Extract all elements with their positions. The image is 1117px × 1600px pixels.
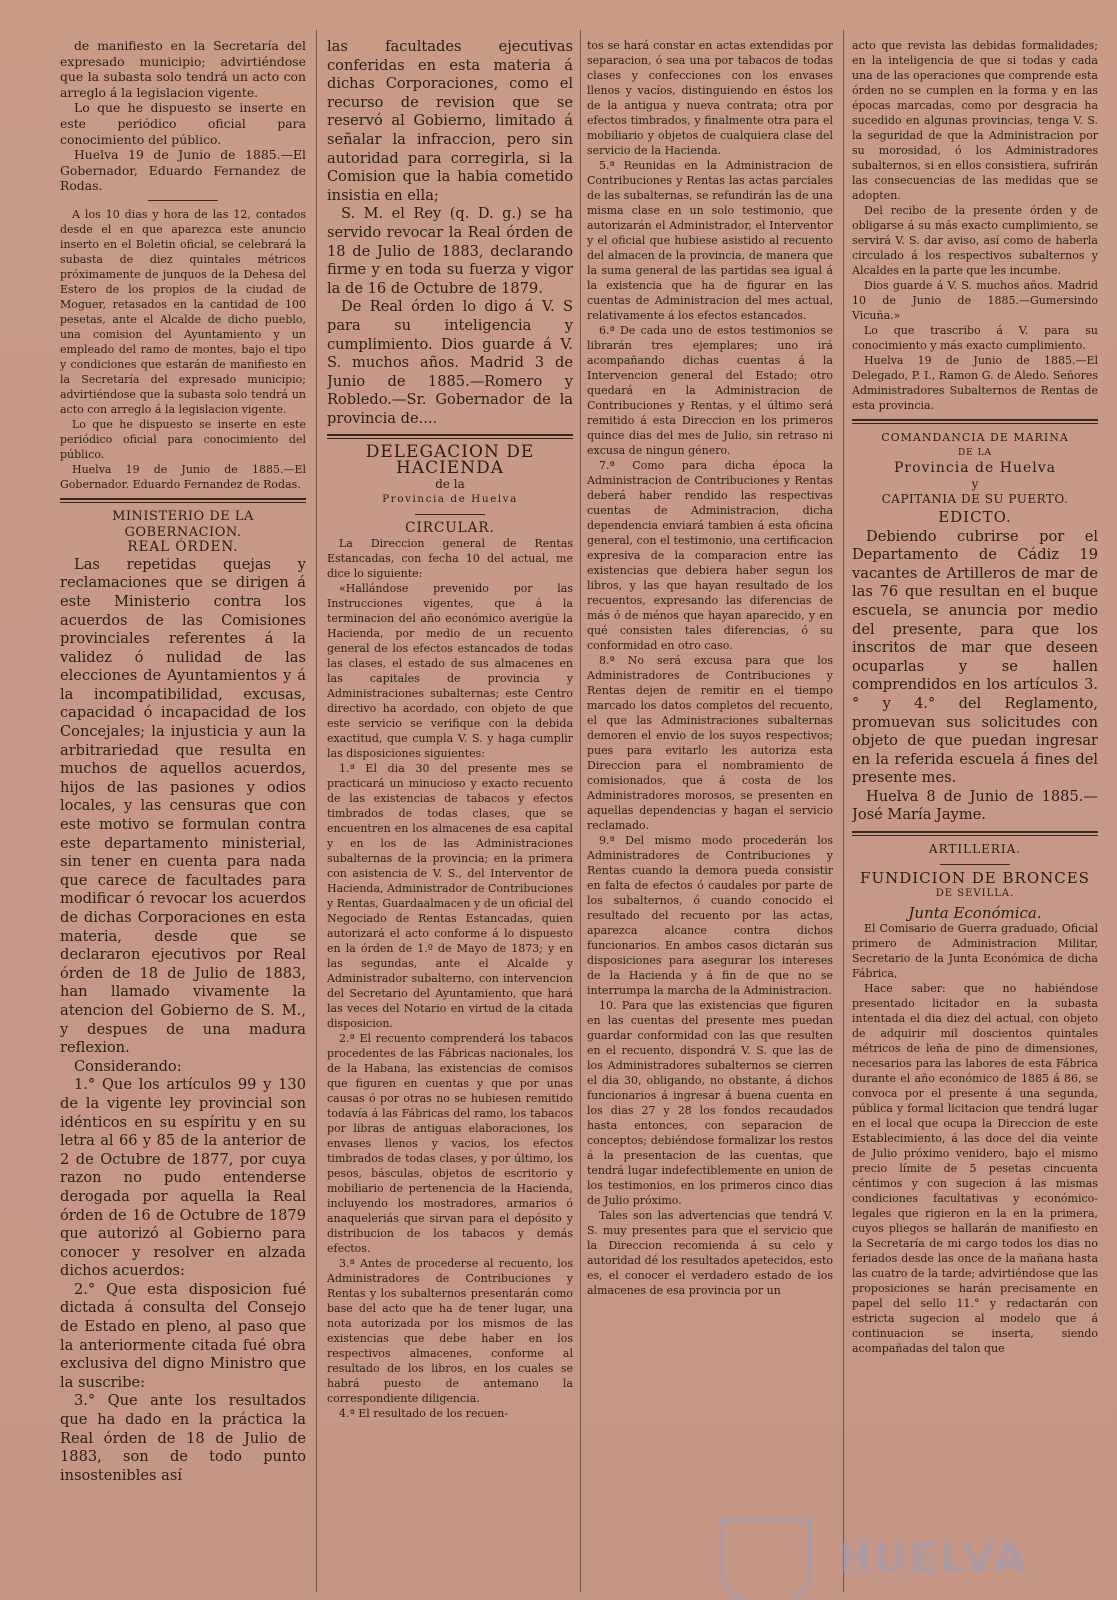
paragraph: 1.° Que los artículos 99 y 130 de la vigente ley provincial son idénticos en su espíritu y en su letra al 66 y 85 de la anterior de 2 de Octubre de 1877, por cuya razon no pudo entenderse derogada por aquella la Real órden de 16 de Octubre de 1879 que autorizó al Gobierno para conocer y resolver en alzada dichos acuerdos: — [60, 1076, 306, 1280]
paragraph: tos se hará constar en actas extendidas por separacion, ó sea una por tabacos de todas clases y confecciones con los envases llenos y vacíos, distinguiendo en éstos los de la antigua y nueva contrata; otra por efectos timbrados, y finalmente otra para el mobiliario y objetos de cualquiera clase del servicio de la Hacienda. — [587, 39, 833, 157]
notice-block — [60, 207, 306, 492]
paragraph: Lo que trascribo á V. para su conocimiento y más exacto cumplimiento. — [852, 324, 1098, 352]
paragraph: 10. Para que las existencias que figuren en las cuentas del presente mes puedan guardar conformidad con las que resulten en el recuento, dispondrá V. S. que las de los Administradores subalternos se cierren el dia 30, obligando, no obstante, á dichos funcionarios á ingresar á buena cuenta en los dias 27 y 28 los fondos recaudados hasta entonces, con separacion de conceptos; debiéndose formalizar los restos á la presentacion de las cuentas, que tendrá lugar indefectiblemente en union de los testimonios, en los primeros cinco dias de Julio próximo. — [587, 999, 833, 1207]
paragraph: Hace saber: que no habiéndose presentado licitador en la subasta intentada el dia diez del actual, con objeto de adquirir mil doscientos quintales métricos de leña de pino de dimensiones, necesarios para las labores de esta Fábrica durante el año económico de 1885 á 86, se convoca por el presente á una segunda, pública y formal licitacion que tendrá lugar en el local que ocupa la Direccion de este Establecimiento, á las doce del dia veinte de Julio próximo venidero, bajo el mismo precio límite de 5 pesetas cincuenta céntimos y con sugecion á las mismas condiciones facultativas y económico-legales que rigieron en la en la primera, cuyos pliegos se hallarán de manifiesto en la Secretaría de mi cargo todos los dias no feriados desde las once de la mañana hasta las cuatro de la tarde; advirtiéndose que las proposiciones se harán precisamente en papel del sello 11.° y redactarán con estricta sugecion al modelo que á continuacion se inserta, siendo acompañadas del talon que — [852, 982, 1098, 1356]
heading-province: Provincia de Huelva — [893, 460, 1056, 477]
paragraph: 8.ª No será excusa para que los Administradores de Contribuciones y Rentas dejen de remitir en el tiempo marcado los datos completos del recuento, el que las Administraciones subalternas demoren el envio de los suyos respectivos; pues para evitarlo les autoriza esta Direccion para el nombramiento de comisionados, que á costa de los Administradores morosos, se presenten en aquellas dependencias y hagan el servicio reclamado. — [587, 654, 833, 832]
paragraph: Lo que he dispuesto se inserte en este periódico oficial para conocimiento del público. — [60, 100, 306, 147]
divider — [852, 835, 1098, 836]
paragraph: Huelva 19 de Junio de 1885.—El Gobernador. Eduardo Fernandez de Rodas. — [60, 462, 306, 491]
divider — [60, 498, 306, 500]
heading-province: Provincia de Huelva — [382, 493, 518, 506]
paragraph: 9.ª Del mismo modo procederán los Administradores de Contribuciones y Rentas cuando la demora pueda consistir en falta de efectos ó caudales por parte de los subalternos, ó cuando conocido el resultado del recuento por las actas, aparezca alcance contra dichos funcionarios. En ambos casos dictarán sus disposiciones para asegurar los intereses de la Hacienda y á fin de que no se interrumpa la marcha de la Administracion. — [587, 834, 833, 997]
paragraph: 2.° Que esta disposicion fué dictada á consulta del Consejo de Estado en pleno, al paso que la anteriormente citada fué obra exclusiva del digno Ministro que la suscribe: — [60, 1280, 306, 1391]
circular-body — [327, 536, 573, 1421]
divider — [415, 514, 485, 515]
divider — [148, 200, 218, 201]
body-block — [327, 38, 573, 428]
paragraph: las facultades ejecutivas conferidas en esta materia á dichas Corporaciones, como el recurso de revision que se reservó al Gobierno, limitado á señalar la infraccion, pero sin autoridad para corregirla, si la Comision que la habia cometido insistia en ella; — [327, 38, 573, 204]
paragraph: 6.ª De cada uno de estos testimonios se librarán tres ejemplares; uno irá acompañando dichas cuentas á la Intervencion general del Estado; otro quedará en la Administracion de Contribuciones y Rentas, y el último será remitido á esta Direccion en los primeros quince dias del mes de Julio, sin retraso ni excusa de ningun género. — [587, 324, 833, 457]
column-4 — [852, 38, 1098, 1594]
paragraph: Tales son las advertencias que tendrá V. S. muy presentes para que el servicio que la Direccion recomienda á su celo y autoridad dé los resultados apetecidos, esto es, el conocer el verdadero estado de los almacenes de esa provincia por un — [587, 1209, 833, 1297]
divider — [852, 419, 1098, 421]
column-rule — [843, 30, 844, 1592]
body-block — [60, 556, 306, 1486]
heading-capitania: CAPITANIA DE SU PUERTO. — [881, 492, 1069, 507]
library-watermark — [720, 1510, 1100, 1600]
divider — [940, 864, 1010, 865]
column-2 — [327, 38, 573, 1594]
paragraph: 5.ª Reunidas en la Administracion de Contribuciones y Rentas las actas parciales de las subalternas, se refundirán las de una misma clase en un solo testimonio, que autorizarán el Administrador, el Interventor y el oficial que hubiese asistido al recuento del almacen de la provincia, de manera que la suma general de las partidas sea igual á la existencia que ha de figurar en las cuentas de Administracion del mes actual, relativamente á los efectos estancados. — [587, 159, 833, 322]
paragraph: de manifiesto en la Secretaría del expresado municipio; advirtiéndose que la subasta solo tendrá un acto con arreglo á la legislacion vigente. — [60, 38, 306, 100]
paragraph: 3.° Que ante los resultados que ha dado en la práctica la Real órden de 18 de Julio de 1883, son de todo punto insostenibles así — [60, 1392, 306, 1484]
paragraph: Del recibo de la presente órden y de obligarse á su más exacto cumplimiento, se servirá V. S. dar aviso, así como de haberla circulado á los respectivos subalternos y Alcaldes en la parte que les incumbe. — [852, 204, 1098, 277]
paragraph: 1.ª El dia 30 del presente mes se practicará un minucioso y exacto recuento de las existencias de tabacos y efectos timbrados de todas clases, que se encuentren en los almacenes de esa capital y en los de las Administraciones subalternas de la provincia; en la primera con asistencia de V. S., del Interventor de Hacienda, Administrador de Contribuciones y Rentas, Guardaalmacen y de un oficial del Negociado de Rentas Estancadas, quien autorizará el acto conforme á lo dispuesto en la órden de 1.º de Mayo de 1873; y en las segundas, ante el Alcalde y Administrador subalterno, con intervencion del Secretario del Ayuntamiento, que hará las veces del Notario en virtud de la citada disposicion. — [327, 762, 573, 1031]
edict-body — [852, 528, 1098, 826]
paragraph: 3.ª Antes de procederse al recuento, los Administradores de Contribuciones y Rentas y los subalternos presentarán como base del acto que ha de tener lugar, una nota autorizada por los mismos de las existencias que debe haber en los respectivos almacenes, conforme al resultado de los libros, en los cuales se habrá puesto de antemano la correspondiente diligencia. — [327, 1257, 573, 1406]
column-1 — [60, 38, 306, 1594]
paragraph: acto que revista las debidas formalidades; en la inteligencia de que si todas y cada una de las operaciones que comprende esta órden no se cumplen en la forma y en las épocas marcadas, como por desgracia ha sucedido en algunas provincias, tenga V. S. la seguridad de que la Administracion por su morosidad, ó los Administradores subalternos, si en ellos consistiera, sufrirán las consecuencias de las medidas que se adopten. — [852, 39, 1098, 202]
paragraph: Huelva 19 de Junio de 1885.—El Delegado, P. I., Ramon G. de Aledo. Señores Administradores Subalternos de Rentas de esta provincia. — [852, 354, 1098, 412]
section-heading: FUNDICION DE BRONCES — [860, 868, 1090, 887]
paragraph: Huelva 19 de Junio de 1885.—El Gobernador, Eduardo Fernandez de Rodas. — [60, 147, 306, 194]
heading-connector: y — [971, 476, 979, 491]
divider — [852, 423, 1098, 424]
column-3 — [587, 38, 833, 1594]
divider — [852, 831, 1098, 833]
paragraph: Considerando: — [74, 1057, 182, 1075]
paragraph: Dios guarde á V. S. muchos años. Madrid 10 de Junio de 1885.—Gumersindo Vicuña.» — [852, 279, 1098, 322]
paragraph: 7.ª Como para dicha época la Administracion de Contribuciones y Rentas deberá haber rendido las respectivas cuentas de Administracion, dicha dependencia enviará tambien á esta oficina general, con el testimonio, una certificacion expresiva de la comparacion entre las existencias que debiera haber segun los libros, y las que hayan resultado de los recuentos, expresando las diferencias de más ó de ménos que hayan aparecido, y en qué consisten tales diferencias, ó su conformidad en otro caso. — [587, 459, 833, 652]
divider — [327, 438, 573, 439]
paragraph: 4.ª El resultado de los recuen- — [339, 1407, 509, 1421]
paragraph: S. M. el Rey (q. D. g.) se ha servido revocar la Real órden de 18 de Julio de 1883, declarando firme y en toda su fuerza y vigor la de 16 de Octubre de 1879. — [327, 205, 573, 297]
divider — [60, 502, 306, 503]
column-rule — [580, 30, 581, 1592]
paragraph: De Real órden lo digo á V. S para su inteligencia y cumplimiento. Dios guarde á V. S. muchos años. Madrid 3 de Junio de 1885.—Romero y Robledo.—Sr. Gobernador de la provincia de.... — [327, 298, 573, 427]
paragraph: «Hallándose prevenido por las Instrucciones vigentes, que á la terminacion del año económico averigüe la Hacienda, por medio de un recuento general de los efectos estancados de todas las clases, el estado de sus almacenes en las capitales de provincia y Administraciones subalternas; este Centro directivo ha acordado, con objeto de que este servicio se verifique con la debida exactitud, que cumpla V. S. y haga cumplir las disposiciones siguientes: — [327, 582, 573, 761]
junta-body — [852, 921, 1098, 1356]
heading-connector: DE SEVILLA. — [935, 888, 1015, 900]
section-subheading: Junta Económica. — [908, 903, 1042, 922]
paragraph: Las repetidas quejas y reclamaciones que se dirigen á este Ministerio contra los acuerdos de las Comisiones provinciales referentes á la validez ó nulidad de las elecciones de Ayuntamientos y á la incompatibilidad, excusas, capacidad ó incapacidad de los Concejales; la injusticia y aun la arbitrariedad que resulta en muchos de aquellos acuerdos, hijos de las pasiones y odios locales, y las censuras que con este motivo se formulan contra este departamento ministerial, sin tener en cuenta para nada que carece de facultades para modificar ó revocar los acuerdos de dichas Corporaciones en esta materia, desde que se declararon ejecutivos por Real órden de 18 de Julio de 1883, han llamado vivamente la atencion del Gobierno de S. M., y despues de una madura reflexion. — [60, 555, 306, 1057]
section-subheading: REAL ÓRDEN. — [127, 539, 239, 556]
divider — [327, 434, 573, 436]
section-subheading: CIRCULAR. — [405, 519, 495, 536]
paragraph: Debiendo cubrirse por el Departamento de Cádiz 19 vacantes de Artilleros de mar de las 76 que resultan en el buque escuela, se anuncia por medio del presente, para que los inscritos de mar que deseen ocuparlas y se hallen comprendidos en los artículos 3.° y 4.° del Reglamento, promuevan sus solicitudes con objeto de que puedan ingresar en la referida escuela á fines del presente mes. — [852, 527, 1098, 787]
paragraph: A los 10 dias y hora de las 12, contados desde el en que aparezca este anuncio inserto en el Boletin oficial, se celebrará la subasta de diez quintales métricos próximamente de junquos de la Dehesa del Estero de los propios de la ciudad de Moguer, retasados en la cantidad de 100 pesetas, ante el Alcalde de dicho pueblo, una comision del Ayuntamiento y un empleado del ramo de montes, bajo el tipo y condiciones que estarán de manifiesto en la Secretaría del expresado municipio; advirtiéndose que la subasta solo tendrá un acto con arreglo á la legislacion vigente. — [60, 207, 306, 416]
section-subheading: EDICTO. — [938, 507, 1012, 526]
paragraph: El Comisario de Guerra graduado, Oficial primero de Administracion Militar, Secretario de la Junta Económica de dicha Fábrica, — [852, 922, 1098, 981]
coat-of-arms-icon — [720, 1518, 812, 1600]
section-heading: COMANDANCIA DE MARINA — [881, 431, 1069, 444]
heading-connector: de la — [435, 476, 465, 491]
paragraph: 2.ª El recuento comprenderá los tabacos procedentes de las Fábricas nacionales, los de la Habana, las existencias de comisos que figuren en cuentas y que por unas causas ó por otras no se hubiesen remitido todavía á las Fábricas del ramo, los tabacos por libras de antiguas elaboraciones, los envases llenos y vacios, los efectos timbrados de todas clases, y por último, los pesos, básculas, objetos de escritorio y mobiliario de pertenencia de la Hacienda, incluyendo los mostradores, armarios ó anaqueleriás que sirvan para el depósito y distribucion de los tabacos y demás efectos. — [327, 1032, 573, 1256]
section-heading: DELEGACION DE HACIENDA — [365, 442, 535, 479]
section-heading: ARTILLERIA. — [928, 842, 1022, 857]
paragraph: Lo que he dispuesto se inserte en este periódico oficial para conocimiento del público. — [60, 417, 306, 461]
paragraph: Huelva 8 de Junio de 1885.—José María Jayme. — [852, 787, 1098, 824]
body-block — [852, 38, 1098, 413]
paragraph: La Direccion general de Rentas Estancadas, con fecha 10 del actual, me dice lo siguiente: — [327, 537, 573, 581]
section-heading: MINISTERIO DE LA GOBERNACION. — [112, 508, 254, 540]
column-rule — [316, 30, 317, 1592]
heading-connector: DE LA — [957, 447, 993, 458]
watermark-text: HUELVA — [838, 1536, 1029, 1582]
